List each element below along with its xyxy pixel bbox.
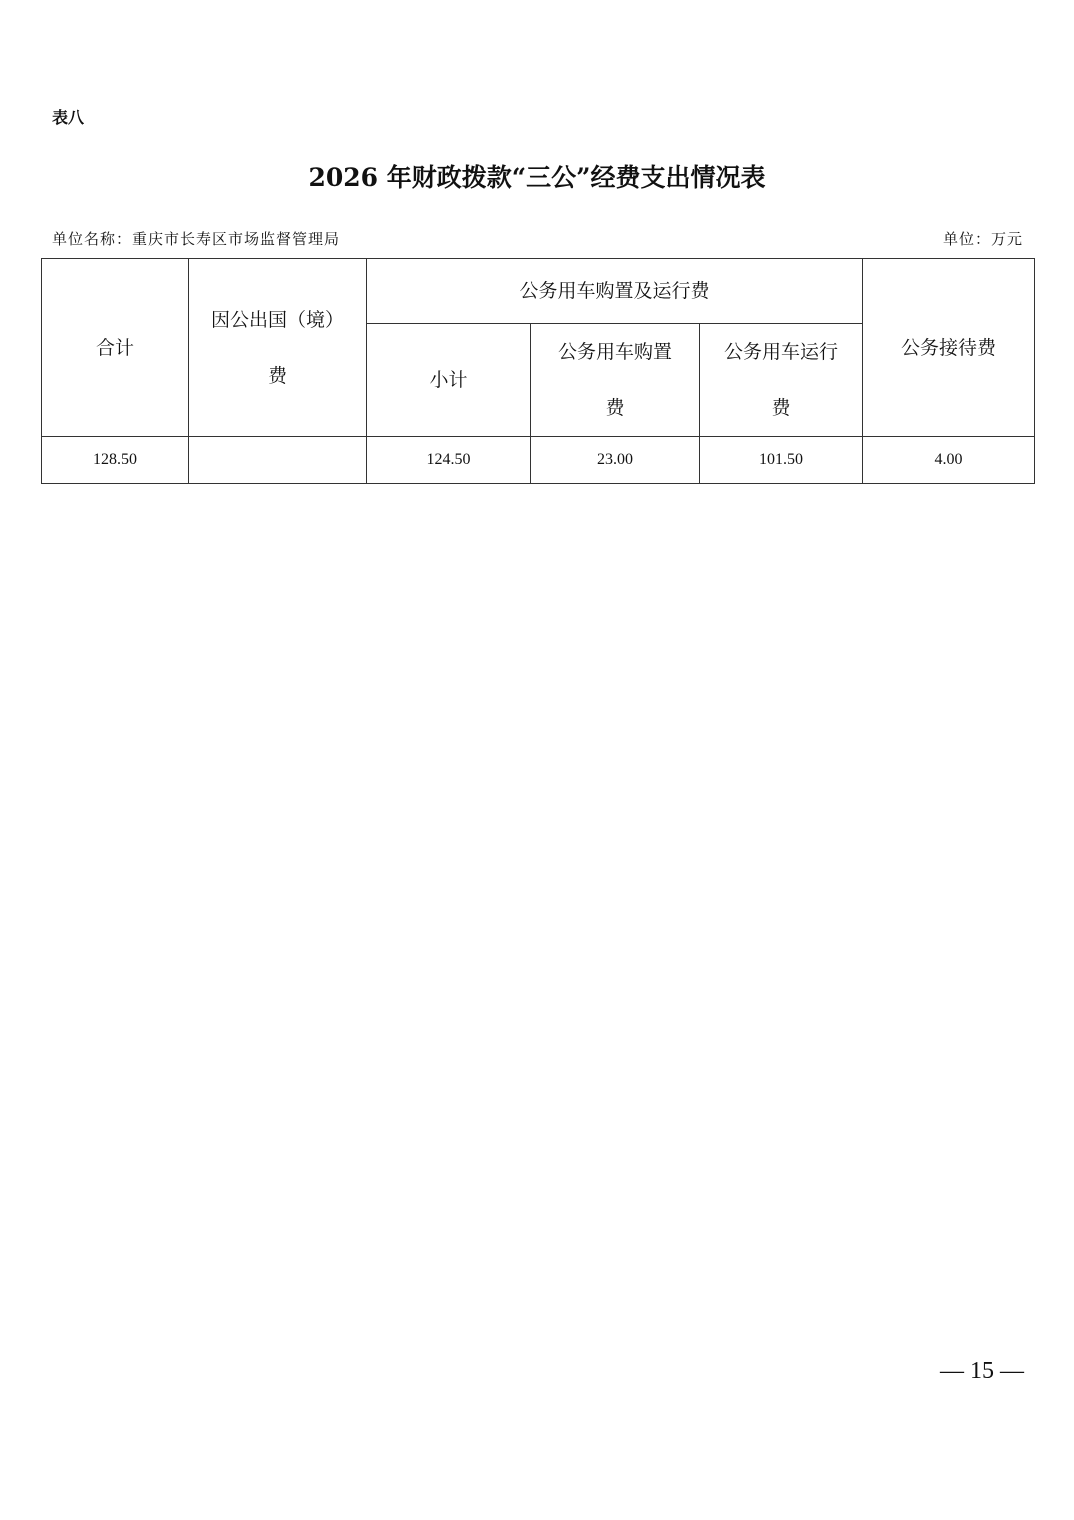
header-purchase-line1: 公务用车购置: [557, 341, 672, 363]
header-operation-line1: 公务用车运行: [723, 341, 838, 363]
cell-operation: 101.50: [700, 437, 863, 484]
expense-table: [41, 258, 1035, 484]
header-operation: [700, 324, 863, 437]
header-total-label: 合计: [95, 336, 134, 359]
header-abroad-line1: 因公出国（境）: [210, 308, 344, 331]
header-purchase: [531, 324, 700, 437]
header-operation-line2: 费: [771, 397, 791, 419]
table-tag: 表八: [52, 108, 85, 127]
page-title: 2026 年财政拨款“三公”经费支出情况表: [308, 163, 766, 192]
header-abroad-line2: 费: [267, 364, 287, 387]
header-purchase-line2: 费: [605, 397, 625, 419]
header-total: [42, 259, 189, 437]
cell-reception: 4.00: [863, 437, 1035, 484]
header-subtotal-label: 小计: [429, 369, 468, 391]
cell-abroad: [189, 437, 367, 484]
unit-label: 单位：万元: [942, 230, 1023, 248]
header-reception: [863, 259, 1035, 437]
cell-purchase: 23.00: [531, 437, 700, 484]
header-vehicle-group: [367, 259, 863, 324]
header-vehicle-group-label: 公务用车购置及运行费: [519, 280, 710, 302]
page-number: — 15 —: [940, 1358, 1024, 1384]
header-subtotal: [367, 324, 531, 437]
table-row: [42, 437, 1035, 484]
unit-name-label: 单位名称：重庆市长寿区市场监督管理局: [52, 230, 341, 248]
header-abroad: [189, 259, 367, 437]
cell-total: 128.50: [42, 437, 189, 484]
cell-subtotal: 124.50: [367, 437, 531, 484]
header-reception-label: 公务接待费: [900, 336, 996, 359]
